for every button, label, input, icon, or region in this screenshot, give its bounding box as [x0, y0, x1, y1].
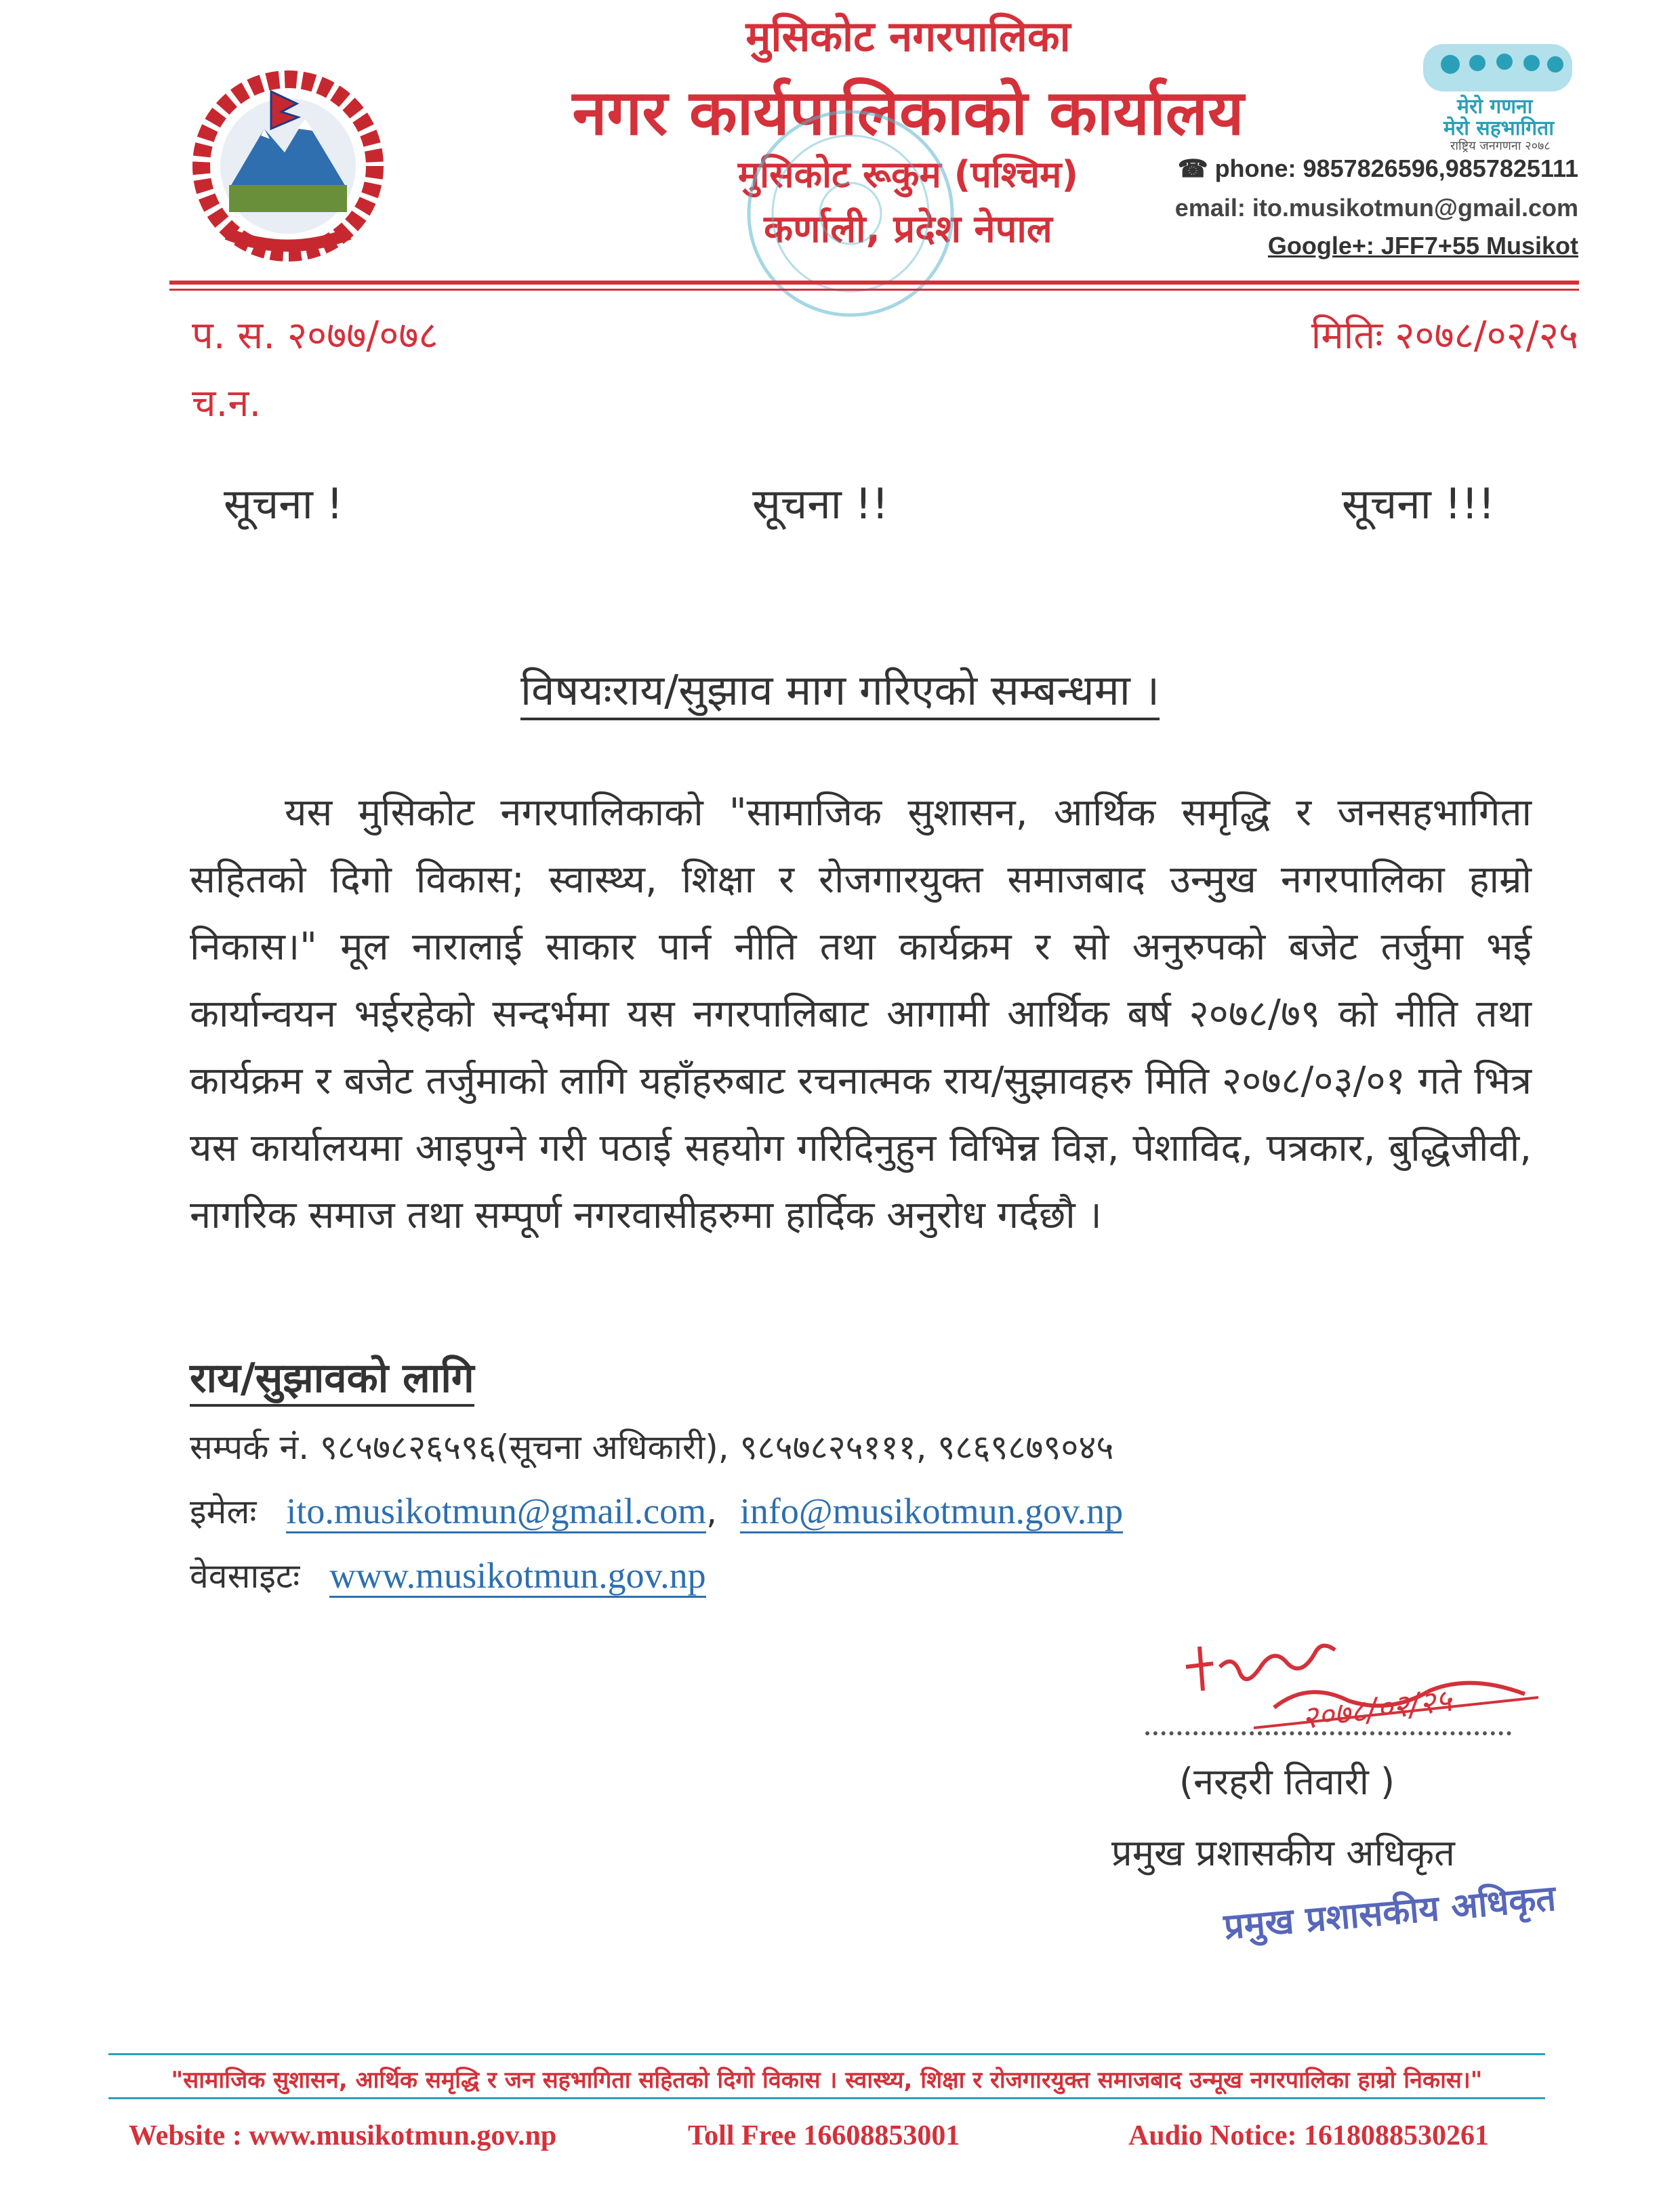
footer-audio-notice: Audio Notice: 1618088530261	[1128, 2120, 1489, 2151]
office-title: नगर कार्यपालिकाको कार्यालय	[572, 77, 1244, 149]
subject-line: विषयःराय/सुझाव माग गरिएको सम्बन्धमा ।	[0, 661, 1680, 718]
email-link-ito[interactable]: ito.musikotmun@gmail.com	[286, 1491, 706, 1533]
footer-divider-bottom	[108, 2097, 1545, 2099]
dispatch-number: च.न.	[192, 381, 262, 426]
letter-date: मितिः २०७८/०२/२५	[1311, 314, 1578, 358]
designation-stamp: प्रमुख प्रशासकीय अधिकृत	[1222, 1878, 1558, 1948]
website-link[interactable]: www.musikotmun.gov.np	[329, 1555, 706, 1598]
province-line: कर्णाली, प्रदेश नेपाल	[764, 207, 1052, 251]
body-paragraph: यस मुसिकोट नगरपालिकाको "सामाजिक सुशासन, आर्थिक समृद्धि र जनसहभागिता सहितको दिगो विकास; स्वास्थ्य, शिक्षा र रोजगारयुक्त समाजबाद उन्मुख नगरपालिका हाम्रो निकास।" मूल नारालाई साकार पार्न नीति तथा कार्यक्रम र सो अनुरुपको बजेट तर्जुमा भई कार्यान्वयन भईरहेको सन्दर्भमा यस नगरपालिबाट आगामी आर्थिक बर्ष २०७८/७९ को नीति तथा कार्यक्रम र बजेट तर्जुमाको लागि यहाँहरुबाट रचनात्मक राय/सुझावहरु मिति २०७८/०३/०१ गते भित्र यस कार्यालयमा आइपुग्ने गरी पठाई सहयोग गरिदिनुहुन विभिन्न विज्ञ, पेशाविद, पत्रकार, बुद्धिजीवी, नागरिक समाज तथा सम्पूर्ण नगरवासीहरुमा हार्दिक अनुरोध गर्दछौ ।	[190, 791, 1532, 1237]
footer-website: Website : www.musikotmun.gov.np	[129, 2120, 557, 2151]
census-line3: राष्ट्रिय जनगणना २०७८	[1450, 139, 1551, 153]
phone-line: ☎ phone: 9857826596,9857825111	[1177, 154, 1578, 182]
email-row	[190, 1487, 1123, 1533]
header-divider-thin	[169, 289, 1579, 291]
nepal-emblem-logo	[190, 64, 386, 268]
district-line: मुसिकोट रूकुम (पश्चिम)	[737, 153, 1079, 196]
notice-heading-3: सूचना !!!	[1342, 479, 1496, 529]
signature-date-handwriting: २०७८/०२/२५	[1299, 1681, 1454, 1737]
signatory-name: (नरहरी तिवारी )	[1179, 1760, 1395, 1803]
header-divider	[169, 281, 1579, 285]
signatory-title: प्रमुख प्रशासकीय अधिकृत	[1111, 1832, 1455, 1874]
census-line1: मेरो गणना	[1457, 95, 1533, 119]
notice-heading-2: सूचना !!	[752, 479, 889, 529]
email-link-info[interactable]: info@musikotmun.gov.np	[740, 1491, 1123, 1533]
email-label: इमेलः	[190, 1492, 257, 1531]
email-separator: ,	[706, 1492, 717, 1531]
signature-dotted-line	[1145, 1731, 1511, 1735]
phone-icon: ☎	[1177, 154, 1215, 182]
contact-numbers: सम्पर्क नं. ९८५७८२६५९६(सूचना अधिकारी), ९८५७८२५१११, ९८६९८७९०४५	[190, 1428, 1114, 1467]
census-logo	[1396, 37, 1586, 152]
footer-divider-top	[108, 2053, 1545, 2055]
website-label: वेवसाइटः	[190, 1556, 300, 1596]
census-line2: मेरो सहभागिता	[1443, 117, 1555, 140]
reference-number: प. स. २०७७/०७८	[192, 314, 438, 358]
website-row	[190, 1552, 706, 1598]
office-seal	[739, 102, 962, 325]
notice-heading-1: सूचना !	[224, 479, 344, 529]
email-line: email: ito.musikotmun@gmail.com	[1174, 194, 1578, 222]
footer-slogan: "सामाजिक सुशासन, आर्थिक समृद्धि र जन सहभागिता सहितको दिगो विकास । स्वास्थ्य, शिक्षा र रोजगारयुक्त समाजबाद उन्मूख नगरपालिका हाम्रो निकास।"	[171, 2067, 1483, 2094]
google-line: Google+: JFF7+55 Musikot	[1267, 232, 1578, 260]
suggestions-heading: राय/सुझावको लागि	[190, 1348, 474, 1407]
footer-tollfree: Toll Free 16608853001	[688, 2120, 960, 2151]
municipality-name: मुसिकोट नगरपालिका	[745, 12, 1071, 61]
